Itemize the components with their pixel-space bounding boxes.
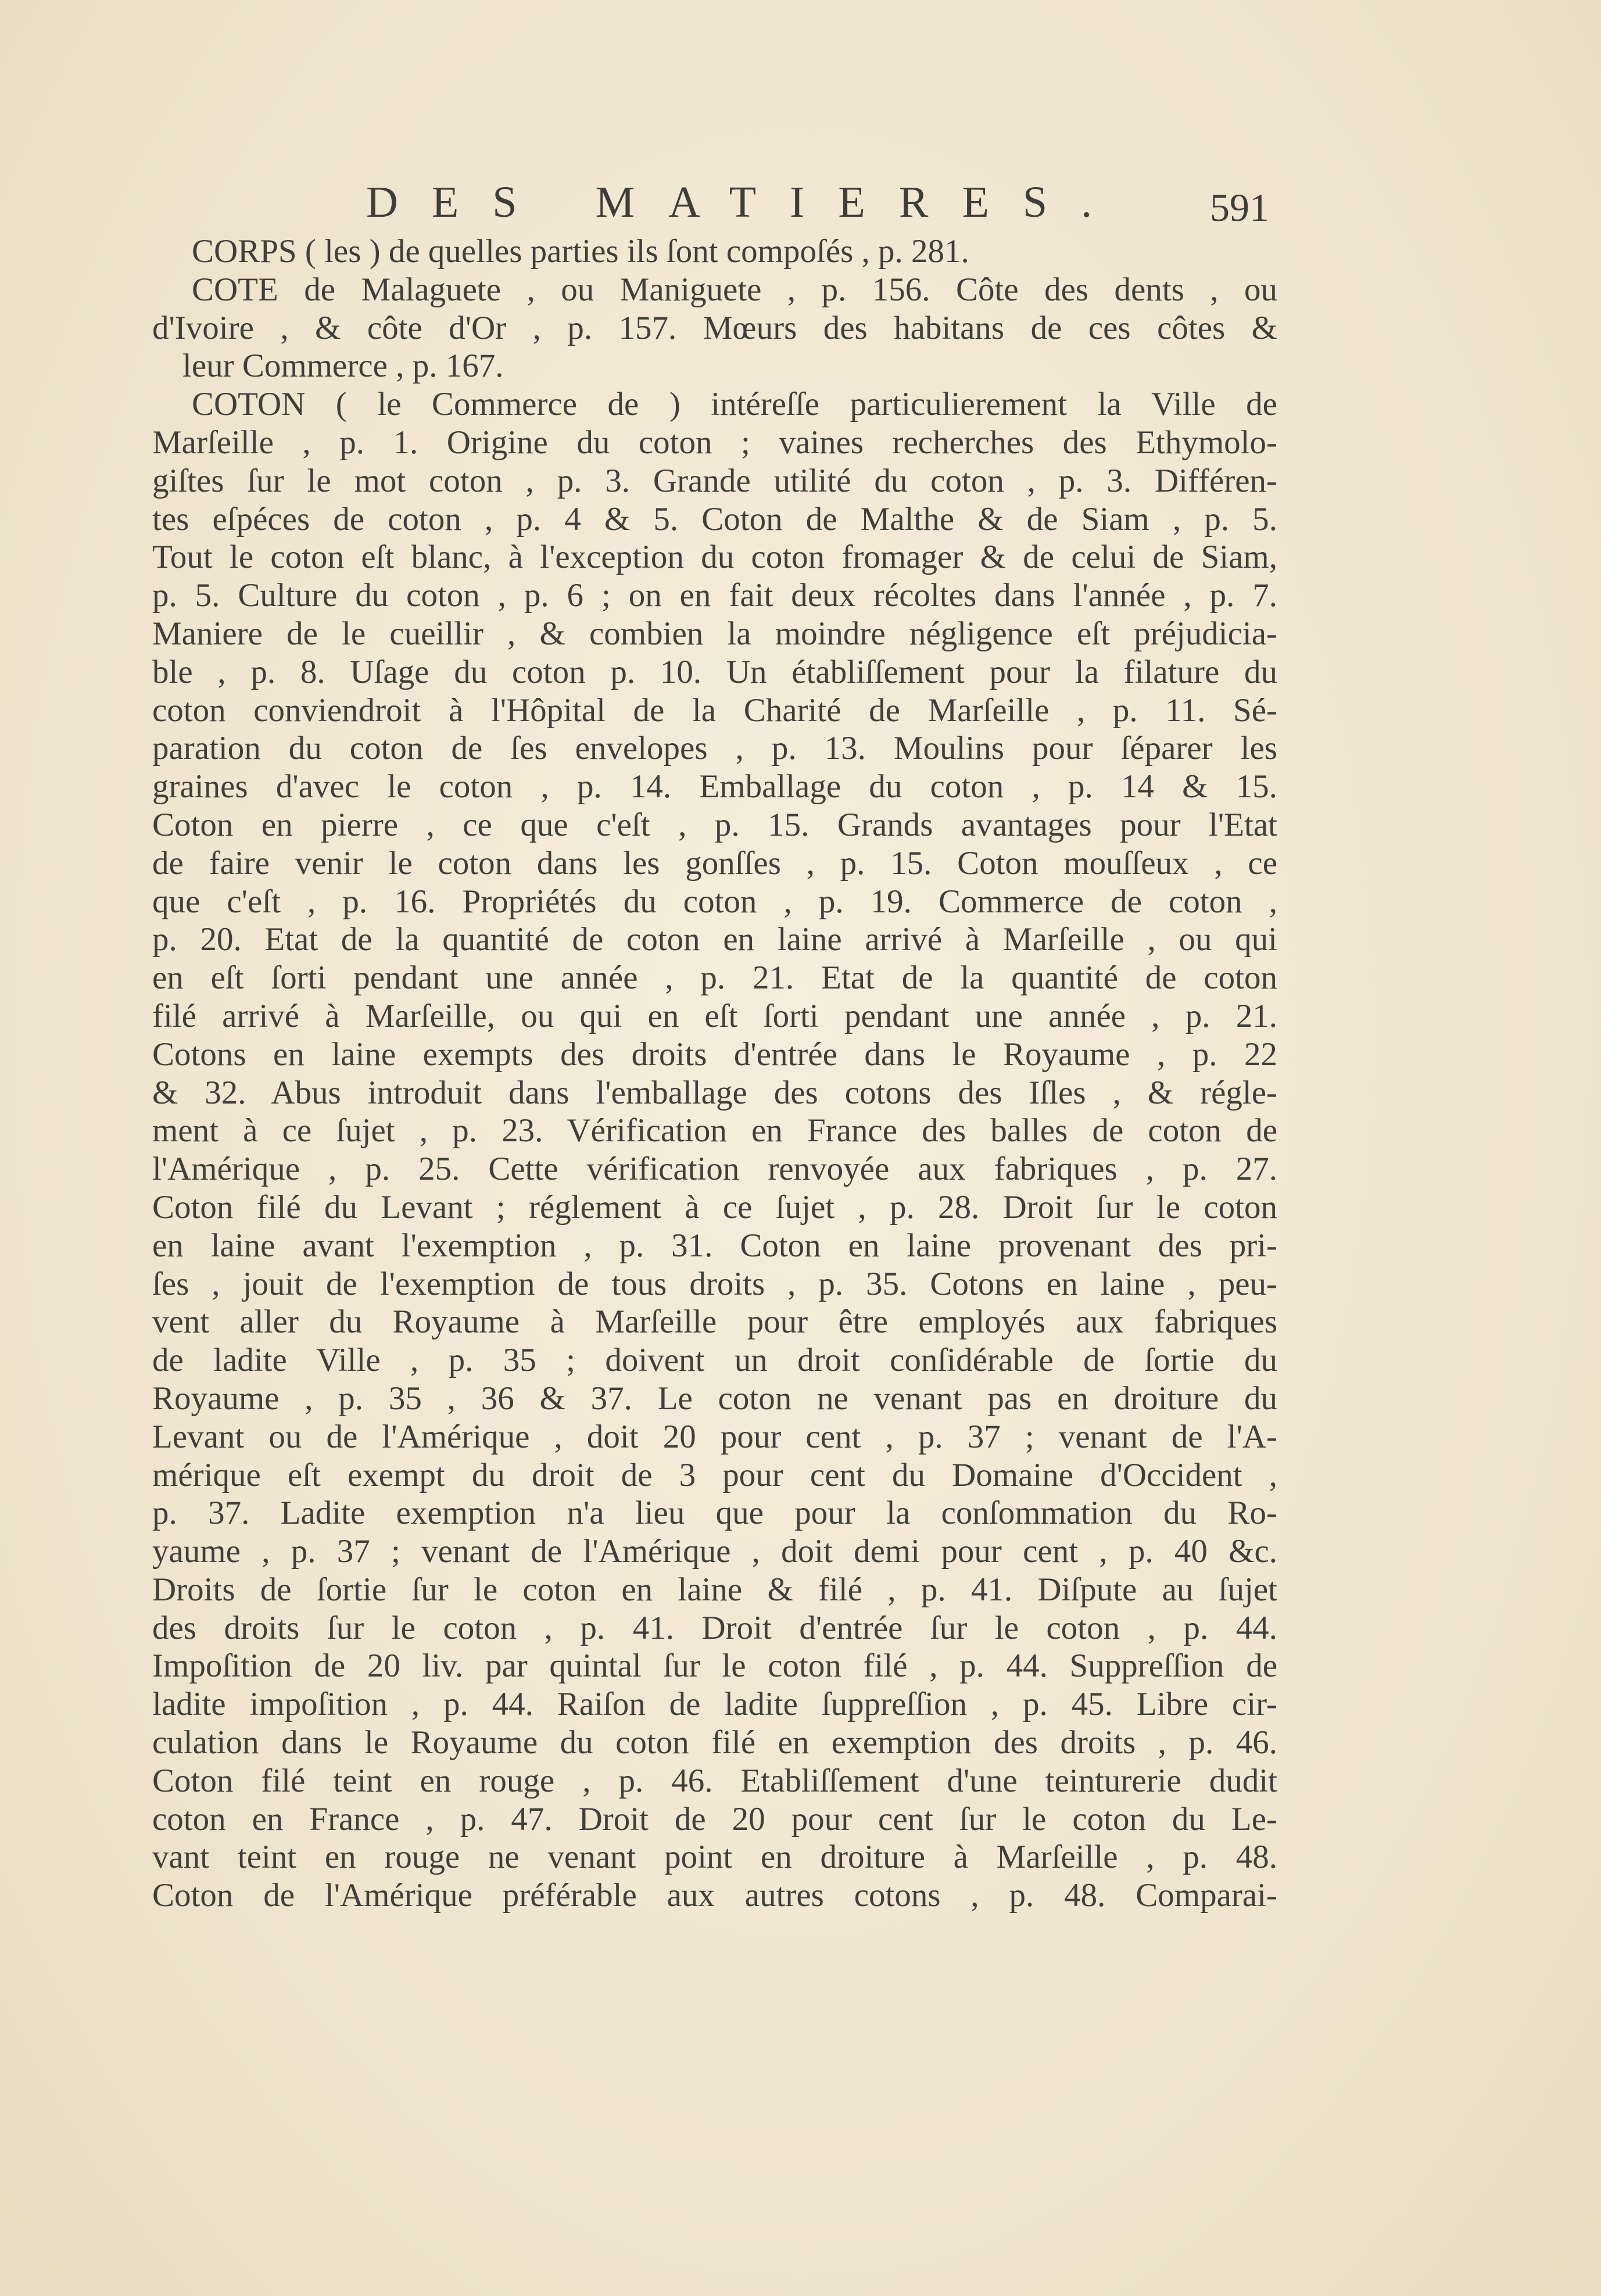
entry-coton-line: vent aller du Royaume à Marſeille pour être employés aux fabriques <box>152 1303 1277 1341</box>
entry-cote-line: COTE de Malaguete , ou Maniguete , p. 156. Côte des dents , ou <box>192 271 1277 308</box>
page-number: 591 <box>1210 185 1269 230</box>
index-text <box>152 232 1277 1915</box>
entry-corps-line: CORPS ( les ) de quelles parties ils ſont compoſés , p. 281. <box>192 233 969 270</box>
entry-coton-line: p. 37. Ladite exemption n'a lieu que pour la conſommation du Ro- <box>152 1495 1277 1532</box>
entry-coton-line: Royaume , p. 35 , 36 & 37. Le coton ne venant pas en droiture du <box>152 1380 1277 1417</box>
running-title: DES MATIERES. <box>366 178 1126 227</box>
entry-coton-line: mérique eſt exempt du droit de 3 pour cent du Domaine d'Occident , <box>152 1456 1277 1493</box>
entry-coton-line: coton en France , p. 47. Droit de 20 pour cent ſur le coton du Le- <box>152 1800 1277 1837</box>
entry-cote-line: d'Ivoire , & côte d'Or , p. 157. Mœurs des habitans de ces côtes & <box>152 309 1277 346</box>
entry-coton-line: en eſt ſorti pendant une année , p. 21. Etat de la quantité de coton <box>152 959 1277 997</box>
entry-coton-line: l'Amérique , p. 25. Cette vérification renvoyée aux fabriques , p. 27. <box>152 1151 1277 1188</box>
entry-coton-line: que c'eſt , p. 16. Propriétés du coton , p. 19. Commerce de coton , <box>152 883 1277 920</box>
entry-coton-line: coton conviendroit à l'Hôpital de la Charité de Marſeille , p. 11. Sé- <box>152 692 1277 729</box>
entry-coton-line: paration du coton de ſes envelopes , p. 13. Moulins pour ſéparer les <box>152 730 1277 767</box>
entry-coton-line: de ladite Ville , p. 35 ; doivent un droit conſidérable de ſortie du <box>152 1342 1277 1379</box>
entry-coton-line: des droits ſur le coton , p. 41. Droit d'entrée ſur le coton , p. 44. <box>152 1609 1277 1646</box>
entry-coton-line: Droits de ſortie ſur le coton en laine & filé , p. 41. Diſpute au ſujet <box>152 1571 1277 1608</box>
entry-coton-line: ladite impoſition , p. 44. Raiſon de ladite ſuppreſſion , p. 45. Libre cir- <box>152 1686 1277 1723</box>
entry-coton-line: Coton en pierre , ce que c'eſt , p. 15. Grands avantages pour l'Etat <box>152 806 1277 843</box>
entry-coton-line: & 32. Abus introduit dans l'emballage des cotons des Iſles , & régle- <box>152 1074 1277 1111</box>
entry-coton-line: Levant ou de l'Amérique , doit 20 pour cent , p. 37 ; venant de l'A- <box>152 1418 1277 1455</box>
entry-coton-line: Coton de l'Amérique préférable aux autres cotons , p. 48. Comparai- <box>152 1877 1277 1914</box>
entry-coton-line: filé arrivé à Marſeille, ou qui en eſt ſorti pendant une année , p. 21. <box>152 997 1277 1034</box>
entry-coton-line: culation dans le Royaume du coton filé en exemption des droits , p. 46. <box>152 1724 1277 1761</box>
entry-coton-line: ble , p. 8. Uſage du coton p. 10. Un établiſſement pour la filature du <box>152 653 1277 690</box>
entry-coton-line: COTON ( le Commerce de ) intéreſſe particulierement la Ville de <box>192 386 1277 423</box>
entry-coton-line: en laine avant l'exemption , p. 31. Coton en laine provenant des pri- <box>152 1227 1277 1264</box>
entry-coton-line: de faire venir le coton dans les gonſſes , p. 15. Coton mouſſeux , ce <box>152 844 1277 882</box>
entry-coton-line: tes eſpéces de coton , p. 4 & 5. Coton de Malthe & de Siam , p. 5. <box>152 500 1277 538</box>
entry-coton-line: Coton filé du Levant ; réglement à ce ſujet , p. 28. Droit ſur le coton <box>152 1188 1277 1226</box>
entry-coton-line: Maniere de le cueillir , & combien la moindre négligence eſt préjudicia- <box>152 615 1277 652</box>
entry-coton-line: Coton filé teint en rouge , p. 46. Etabliſſement d'une teinturerie dudit <box>152 1762 1277 1799</box>
entry-coton-line: graines d'avec le coton , p. 14. Emballage du coton , p. 14 & 15. <box>152 768 1277 805</box>
entry-coton-line: p. 20. Etat de la quantité de coton en laine arrivé à Marſeille , ou qui <box>152 921 1277 958</box>
entry-coton-line: ſes , jouit de l'exemption de tous droits , p. 35. Cotons en laine , peu- <box>152 1265 1277 1302</box>
entry-coton-line: giſtes ſur le mot coton , p. 3. Grande utilité du coton , p. 3. Différen- <box>152 462 1277 499</box>
entry-coton-line: Impoſition de 20 liv. par quintal ſur le coton filé , p. 44. Suppreſſion de <box>152 1647 1277 1685</box>
entry-coton-line: p. 5. Culture du coton , p. 6 ; on en fait deux récoltes dans l'année , p. 7. <box>152 577 1277 614</box>
entry-coton-line: Marſeille , p. 1. Origine du coton ; vaines recherches des Ethymolo- <box>152 424 1277 461</box>
entry-coton-line: vant teint en rouge ne venant point en droiture à Marſeille , p. 48. <box>152 1839 1277 1876</box>
entry-coton-line: yaume , p. 37 ; venant de l'Amérique , doit demi pour cent , p. 40 &c. <box>152 1533 1277 1570</box>
entry-cote-line: leur Commerce , p. 167. <box>182 348 504 385</box>
entry-coton-line: Cotons en laine exempts des droits d'entrée dans le Royaume , p. 22 <box>152 1036 1277 1073</box>
entry-coton-line: ment à ce ſujet , p. 23. Vérification en France des balles de coton de <box>152 1112 1277 1149</box>
entry-coton-line: Tout le coton eſt blanc, à l'exception du coton fromager & de celui de Siam, <box>152 539 1277 576</box>
